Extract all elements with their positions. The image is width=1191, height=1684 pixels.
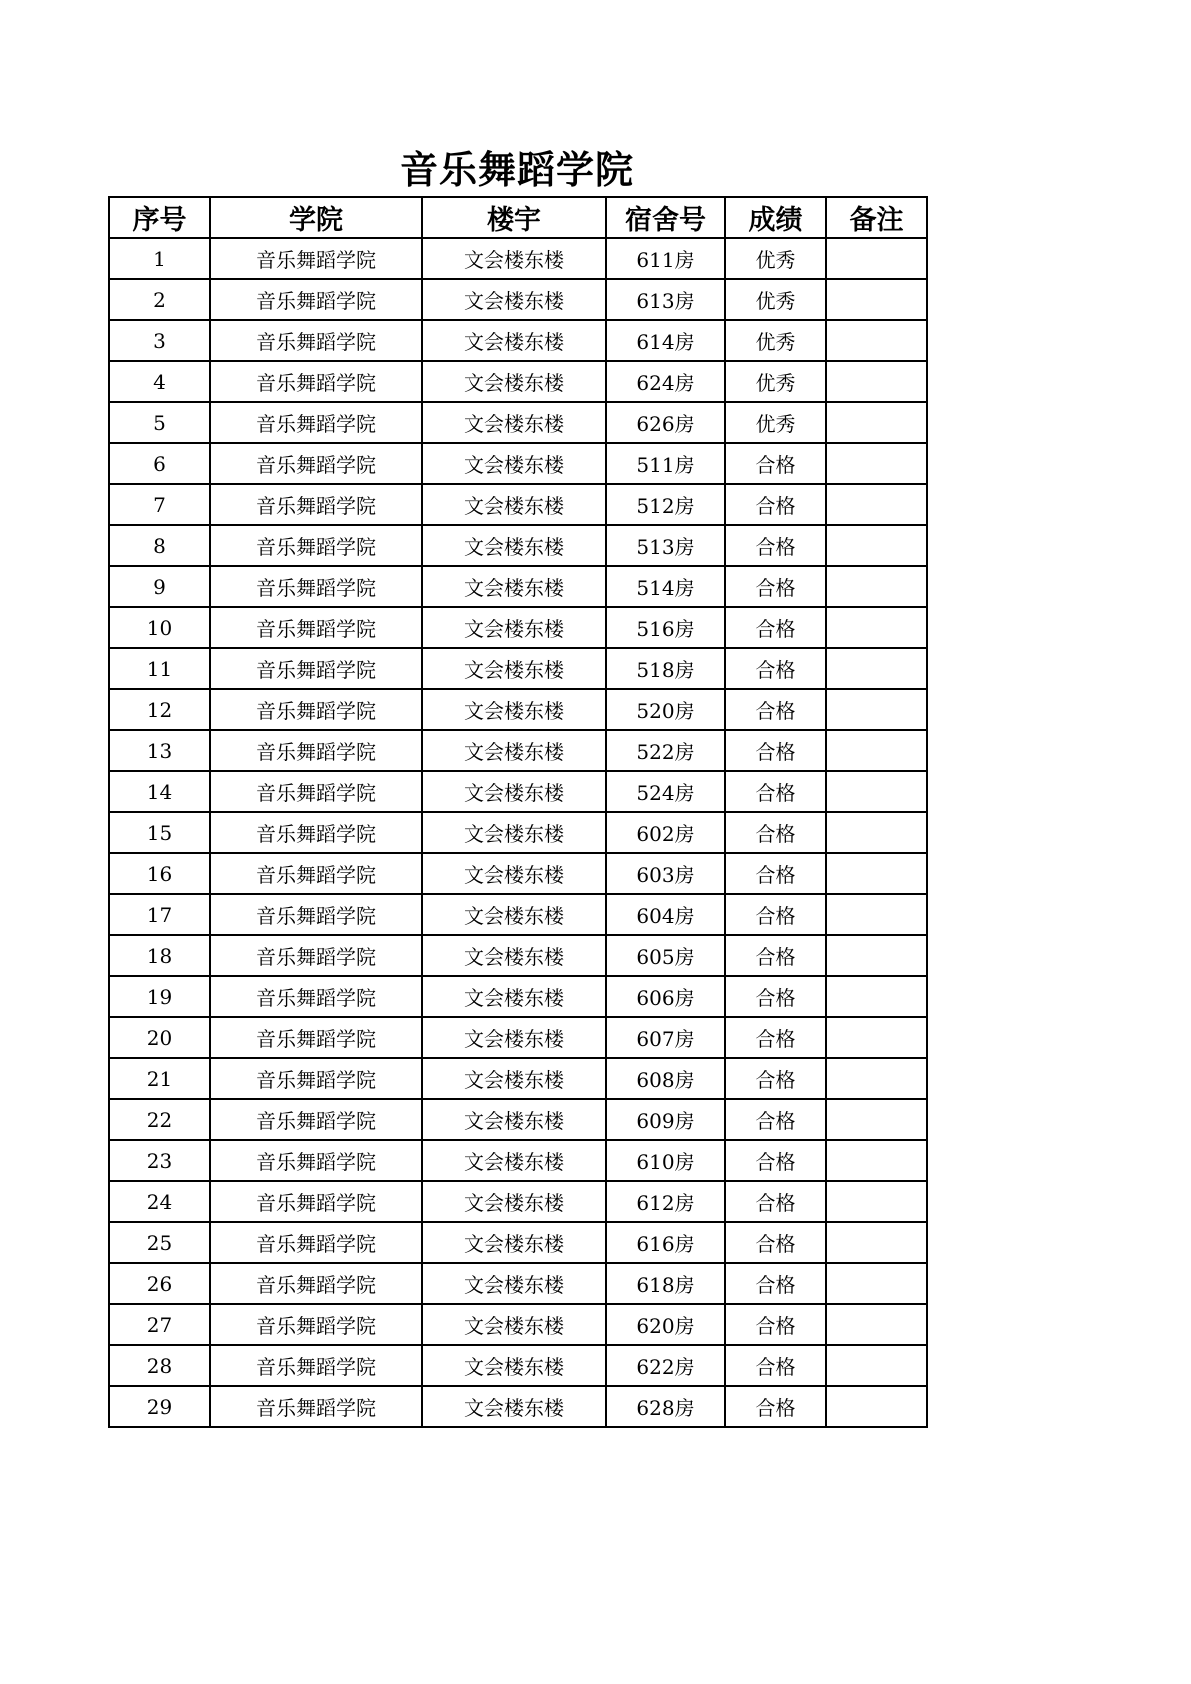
cell-building: 文会楼东楼 — [422, 894, 606, 935]
cell-serial-number: 17 — [109, 894, 210, 935]
cell-college: 音乐舞蹈学院 — [210, 279, 422, 320]
cell-grade: 合格 — [725, 812, 826, 853]
cell-dorm-number: 609房 — [606, 1099, 725, 1140]
cell-serial-number: 14 — [109, 771, 210, 812]
cell-college: 音乐舞蹈学院 — [210, 238, 422, 279]
cell-serial-number: 16 — [109, 853, 210, 894]
cell-grade: 合格 — [725, 853, 826, 894]
table-row — [109, 566, 927, 607]
cell-remarks — [826, 935, 927, 976]
cell-dorm-number: 516房 — [606, 607, 725, 648]
cell-serial-number: 7 — [109, 484, 210, 525]
cell-dorm-number: 607房 — [606, 1017, 725, 1058]
cell-dorm-number: 513房 — [606, 525, 725, 566]
table-row — [109, 1345, 927, 1386]
cell-grade: 合格 — [725, 1058, 826, 1099]
cell-grade: 合格 — [725, 1181, 826, 1222]
cell-grade: 合格 — [725, 484, 826, 525]
cell-building: 文会楼东楼 — [422, 402, 606, 443]
cell-remarks — [826, 525, 927, 566]
cell-college: 音乐舞蹈学院 — [210, 648, 422, 689]
table-row — [109, 853, 927, 894]
cell-grade: 合格 — [725, 771, 826, 812]
cell-remarks — [826, 648, 927, 689]
cell-dorm-number: 613房 — [606, 279, 725, 320]
table-row — [109, 279, 927, 320]
cell-grade: 合格 — [725, 730, 826, 771]
table-row — [109, 1017, 927, 1058]
cell-college: 音乐舞蹈学院 — [210, 566, 422, 607]
cell-dorm-number: 524房 — [606, 771, 725, 812]
table-row — [109, 1181, 927, 1222]
cell-college: 音乐舞蹈学院 — [210, 1099, 422, 1140]
cell-building: 文会楼东楼 — [422, 648, 606, 689]
table-row — [109, 320, 927, 361]
table-row — [109, 1099, 927, 1140]
cell-grade: 合格 — [725, 525, 826, 566]
cell-building: 文会楼东楼 — [422, 443, 606, 484]
header-building: 楼宇 — [422, 197, 606, 238]
cell-college: 音乐舞蹈学院 — [210, 771, 422, 812]
cell-building: 文会楼东楼 — [422, 853, 606, 894]
cell-college: 音乐舞蹈学院 — [210, 1140, 422, 1181]
cell-college: 音乐舞蹈学院 — [210, 1345, 422, 1386]
cell-serial-number: 10 — [109, 607, 210, 648]
cell-serial-number: 18 — [109, 935, 210, 976]
cell-building: 文会楼东楼 — [422, 1345, 606, 1386]
header-serial-number: 序号 — [109, 197, 210, 238]
cell-remarks — [826, 484, 927, 525]
cell-building: 文会楼东楼 — [422, 279, 606, 320]
cell-building: 文会楼东楼 — [422, 1263, 606, 1304]
cell-college: 音乐舞蹈学院 — [210, 689, 422, 730]
cell-grade: 优秀 — [725, 402, 826, 443]
cell-serial-number: 19 — [109, 976, 210, 1017]
cell-grade: 合格 — [725, 648, 826, 689]
cell-remarks — [826, 1263, 927, 1304]
cell-serial-number: 9 — [109, 566, 210, 607]
cell-remarks — [826, 1140, 927, 1181]
cell-dorm-number: 511房 — [606, 443, 725, 484]
table-row — [109, 689, 927, 730]
table-row — [109, 771, 927, 812]
cell-remarks — [826, 1386, 927, 1427]
cell-remarks — [826, 566, 927, 607]
table-row — [109, 1304, 927, 1345]
table-row — [109, 1263, 927, 1304]
cell-building: 文会楼东楼 — [422, 976, 606, 1017]
cell-building: 文会楼东楼 — [422, 1181, 606, 1222]
table-row — [109, 361, 927, 402]
cell-dorm-number: 605房 — [606, 935, 725, 976]
cell-dorm-number: 624房 — [606, 361, 725, 402]
cell-serial-number: 22 — [109, 1099, 210, 1140]
cell-dorm-number: 618房 — [606, 1263, 725, 1304]
cell-dorm-number: 616房 — [606, 1222, 725, 1263]
cell-grade: 合格 — [725, 976, 826, 1017]
cell-dorm-number: 611房 — [606, 238, 725, 279]
cell-serial-number: 24 — [109, 1181, 210, 1222]
cell-dorm-number: 614房 — [606, 320, 725, 361]
cell-remarks — [826, 1017, 927, 1058]
cell-grade: 合格 — [725, 566, 826, 607]
cell-college: 音乐舞蹈学院 — [210, 443, 422, 484]
table-row — [109, 1140, 927, 1181]
page-title: 音乐舞蹈学院 — [399, 148, 634, 192]
cell-grade: 合格 — [725, 1263, 826, 1304]
cell-grade: 合格 — [725, 1017, 826, 1058]
cell-building: 文会楼东楼 — [422, 1222, 606, 1263]
cell-remarks — [826, 771, 927, 812]
cell-college: 音乐舞蹈学院 — [210, 812, 422, 853]
cell-grade: 合格 — [725, 443, 826, 484]
cell-remarks — [826, 689, 927, 730]
cell-grade: 合格 — [725, 1304, 826, 1345]
cell-serial-number: 12 — [109, 689, 210, 730]
table-row — [109, 812, 927, 853]
cell-grade: 合格 — [725, 894, 826, 935]
cell-building: 文会楼东楼 — [422, 1386, 606, 1427]
cell-building: 文会楼东楼 — [422, 1140, 606, 1181]
cell-remarks — [826, 1222, 927, 1263]
cell-college: 音乐舞蹈学院 — [210, 1017, 422, 1058]
cell-grade: 合格 — [725, 1099, 826, 1140]
cell-dorm-number: 512房 — [606, 484, 725, 525]
cell-dorm-number: 522房 — [606, 730, 725, 771]
cell-college: 音乐舞蹈学院 — [210, 1058, 422, 1099]
table-row — [109, 525, 927, 566]
cell-dorm-number: 602房 — [606, 812, 725, 853]
cell-remarks — [826, 1345, 927, 1386]
cell-remarks — [826, 320, 927, 361]
table-row — [109, 1058, 927, 1099]
cell-dorm-number: 628房 — [606, 1386, 725, 1427]
dormitory-grade-table — [108, 196, 928, 1428]
cell-building: 文会楼东楼 — [422, 1017, 606, 1058]
cell-college: 音乐舞蹈学院 — [210, 1304, 422, 1345]
cell-college: 音乐舞蹈学院 — [210, 402, 422, 443]
table-row — [109, 976, 927, 1017]
cell-grade: 优秀 — [725, 320, 826, 361]
table-body — [109, 238, 927, 1427]
cell-grade: 合格 — [725, 1386, 826, 1427]
cell-remarks — [826, 402, 927, 443]
cell-dorm-number: 606房 — [606, 976, 725, 1017]
cell-serial-number: 3 — [109, 320, 210, 361]
cell-serial-number: 13 — [109, 730, 210, 771]
cell-remarks — [826, 853, 927, 894]
cell-college: 音乐舞蹈学院 — [210, 525, 422, 566]
cell-serial-number: 23 — [109, 1140, 210, 1181]
cell-remarks — [826, 1058, 927, 1099]
cell-building: 文会楼东楼 — [422, 320, 606, 361]
cell-remarks — [826, 443, 927, 484]
cell-remarks — [826, 1181, 927, 1222]
cell-building: 文会楼东楼 — [422, 484, 606, 525]
cell-remarks — [826, 238, 927, 279]
cell-grade: 合格 — [725, 1345, 826, 1386]
cell-college: 音乐舞蹈学院 — [210, 607, 422, 648]
cell-dorm-number: 626房 — [606, 402, 725, 443]
cell-serial-number: 26 — [109, 1263, 210, 1304]
table-header-row — [109, 197, 927, 238]
cell-building: 文会楼东楼 — [422, 1304, 606, 1345]
cell-serial-number: 1 — [109, 238, 210, 279]
cell-building: 文会楼东楼 — [422, 525, 606, 566]
cell-serial-number: 28 — [109, 1345, 210, 1386]
cell-building: 文会楼东楼 — [422, 812, 606, 853]
cell-remarks — [826, 730, 927, 771]
header-grade: 成绩 — [725, 197, 826, 238]
cell-building: 文会楼东楼 — [422, 730, 606, 771]
cell-college: 音乐舞蹈学院 — [210, 976, 422, 1017]
header-dorm-number: 宿舍号 — [606, 197, 725, 238]
cell-college: 音乐舞蹈学院 — [210, 894, 422, 935]
header-remarks: 备注 — [826, 197, 927, 238]
table-row — [109, 648, 927, 689]
cell-college: 音乐舞蹈学院 — [210, 1181, 422, 1222]
cell-building: 文会楼东楼 — [422, 1058, 606, 1099]
table-row — [109, 1386, 927, 1427]
cell-dorm-number: 608房 — [606, 1058, 725, 1099]
cell-serial-number: 29 — [109, 1386, 210, 1427]
cell-grade: 合格 — [725, 1222, 826, 1263]
table-row — [109, 1222, 927, 1263]
cell-remarks — [826, 894, 927, 935]
cell-building: 文会楼东楼 — [422, 689, 606, 730]
table-row — [109, 484, 927, 525]
cell-building: 文会楼东楼 — [422, 361, 606, 402]
cell-college: 音乐舞蹈学院 — [210, 853, 422, 894]
cell-grade: 优秀 — [725, 279, 826, 320]
cell-remarks — [826, 1304, 927, 1345]
table-row — [109, 443, 927, 484]
cell-building: 文会楼东楼 — [422, 1099, 606, 1140]
cell-dorm-number: 620房 — [606, 1304, 725, 1345]
cell-dorm-number: 518房 — [606, 648, 725, 689]
cell-serial-number: 5 — [109, 402, 210, 443]
cell-remarks — [826, 279, 927, 320]
cell-grade: 合格 — [725, 689, 826, 730]
cell-building: 文会楼东楼 — [422, 607, 606, 648]
cell-building: 文会楼东楼 — [422, 771, 606, 812]
cell-college: 音乐舞蹈学院 — [210, 484, 422, 525]
cell-building: 文会楼东楼 — [422, 566, 606, 607]
table-row — [109, 730, 927, 771]
cell-college: 音乐舞蹈学院 — [210, 1386, 422, 1427]
table-row — [109, 238, 927, 279]
cell-grade: 合格 — [725, 935, 826, 976]
cell-grade: 合格 — [725, 1140, 826, 1181]
table-row — [109, 935, 927, 976]
cell-dorm-number: 622房 — [606, 1345, 725, 1386]
cell-serial-number: 8 — [109, 525, 210, 566]
cell-college: 音乐舞蹈学院 — [210, 1263, 422, 1304]
cell-college: 音乐舞蹈学院 — [210, 320, 422, 361]
cell-building: 文会楼东楼 — [422, 238, 606, 279]
cell-dorm-number: 514房 — [606, 566, 725, 607]
cell-serial-number: 2 — [109, 279, 210, 320]
cell-remarks — [826, 1099, 927, 1140]
cell-dorm-number: 612房 — [606, 1181, 725, 1222]
cell-dorm-number: 603房 — [606, 853, 725, 894]
cell-building: 文会楼东楼 — [422, 935, 606, 976]
cell-serial-number: 15 — [109, 812, 210, 853]
table-row — [109, 402, 927, 443]
table-row — [109, 607, 927, 648]
cell-serial-number: 25 — [109, 1222, 210, 1263]
cell-remarks — [826, 976, 927, 1017]
cell-serial-number: 21 — [109, 1058, 210, 1099]
cell-serial-number: 6 — [109, 443, 210, 484]
cell-college: 音乐舞蹈学院 — [210, 935, 422, 976]
cell-serial-number: 27 — [109, 1304, 210, 1345]
header-college: 学院 — [210, 197, 422, 238]
cell-remarks — [826, 607, 927, 648]
cell-college: 音乐舞蹈学院 — [210, 730, 422, 771]
cell-college: 音乐舞蹈学院 — [210, 361, 422, 402]
cell-dorm-number: 604房 — [606, 894, 725, 935]
cell-grade: 合格 — [725, 607, 826, 648]
cell-grade: 优秀 — [725, 238, 826, 279]
cell-college: 音乐舞蹈学院 — [210, 1222, 422, 1263]
cell-dorm-number: 610房 — [606, 1140, 725, 1181]
cell-serial-number: 11 — [109, 648, 210, 689]
cell-remarks — [826, 361, 927, 402]
cell-grade: 优秀 — [725, 361, 826, 402]
cell-remarks — [826, 812, 927, 853]
cell-dorm-number: 520房 — [606, 689, 725, 730]
cell-serial-number: 4 — [109, 361, 210, 402]
table-row — [109, 894, 927, 935]
cell-serial-number: 20 — [109, 1017, 210, 1058]
